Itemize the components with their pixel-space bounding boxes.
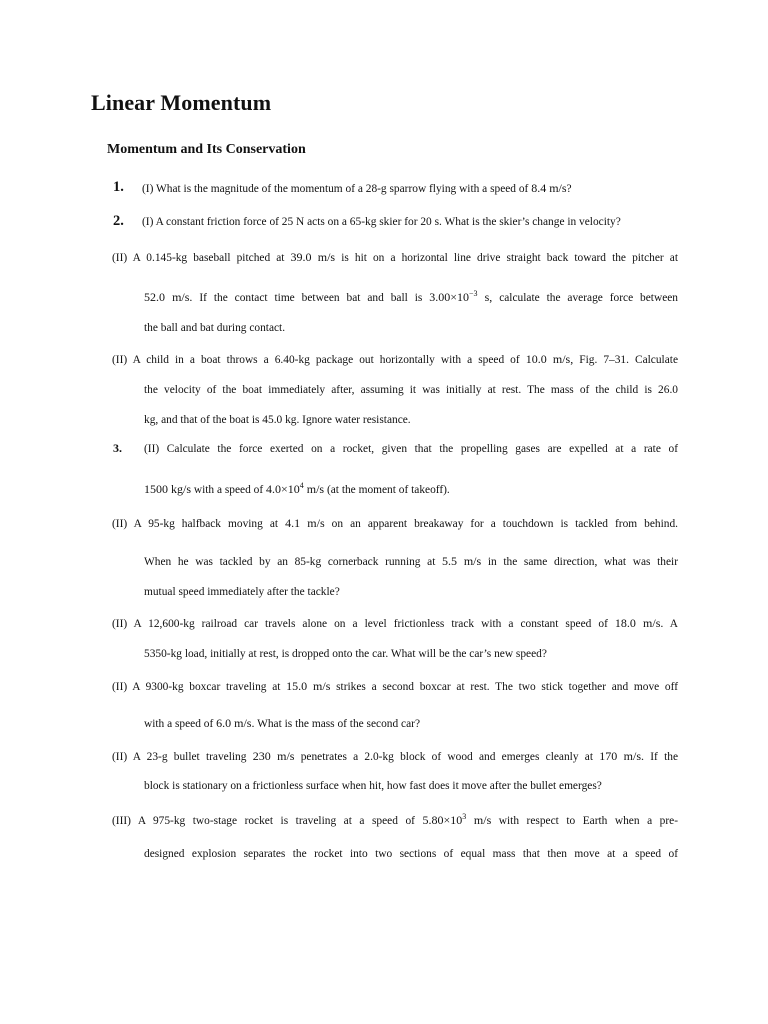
problem-text: 5350-kg load, initially at rest, is dropped onto the car. What will be the car’s new speed? [144, 648, 547, 660]
problem-text: (II) A 23-g bullet traveling 230 m/s penetrates a 2.0-kg block of wood and emerges cleanly at 170 m/s. If the [112, 749, 679, 763]
page-title: Linear Momentum [91, 90, 272, 115]
problem-text: (I) A constant friction force of 25 N acts on a 65-kg skier for 20 s. What is the skier’s change in velocity? [142, 216, 621, 228]
problem-number: 2. [113, 213, 124, 229]
problem-text: the ball and bat during contact. [144, 322, 286, 334]
problem-text: 1500 kg/s with a speed of $4.0\times 10^4$ m/s (at the moment of takeoff). [144, 481, 450, 496]
problem-text: with a speed of 6.0 m/s. What is the mass of the second car? [144, 716, 420, 730]
problem-text: the velocity of the boat immediately after, assuming it was initially at rest. The mass of the child is 26.0 [144, 384, 678, 396]
problem-text: (II) A 9300-kg boxcar traveling at 15.0 m/s strikes a second boxcar at rest. The two stick together and move off [112, 679, 678, 693]
problem-text: mutual speed immediately after the tackle? [144, 586, 340, 598]
problem-text: (II) A 95-kg halfback moving at 4.1 m/s on an apparent breakaway for a touchdown is tackled from behind. [112, 516, 678, 530]
problem-text: (III) A 975-kg two-stage rocket is traveling at a speed of $5.80\times 10^3$ m/s with respect to Earth when a pre- [112, 812, 678, 827]
section-heading: Momentum and Its Conservation [107, 142, 306, 157]
problem-text: When he was tackled by an 85-kg cornerback running at 5.5 m/s in the same direction, what was their [144, 554, 678, 568]
problem-text: (II) A 0.145-kg baseball pitched at 39.0 m/s is hit on a horizontal line drive straight back toward the pitcher at [112, 250, 678, 264]
problem-text: kg, and that of the boat is 45.0 kg. Ignore water resistance. [144, 414, 411, 426]
problem-text: block is stationary on a frictionless surface when hit, how fast does it move after the bullet emerges? [144, 780, 602, 792]
problem-text: (II) A 12,600-kg railroad car travels alone on a level frictionless track with a constant speed of 18.0 m/s. A [112, 616, 679, 630]
problem-text: (II) A child in a boat throws a 6.40-kg package out horizontally with a speed of 10.0 m/s, Fig. 7–31. Calculate [112, 352, 678, 366]
problem-text: (II) Calculate the force exerted on a rocket, given that the propelling gases are expelled at a rate of [144, 443, 678, 455]
problem-number: 3. [113, 441, 122, 455]
problem-text: (I) What is the magnitude of the momentum of a 28-g sparrow flying with a speed of 8.4 m/s? [142, 181, 572, 195]
problem-number: 1. [113, 179, 124, 195]
problem-text: designed explosion separates the rocket into two sections of equal mass that then move at a speed of [144, 848, 678, 860]
problem-text: 52.0 m/s. If the contact time between bat and ball is $3.00\times 10^{-3}$ s, calculate the average force between [144, 289, 679, 304]
